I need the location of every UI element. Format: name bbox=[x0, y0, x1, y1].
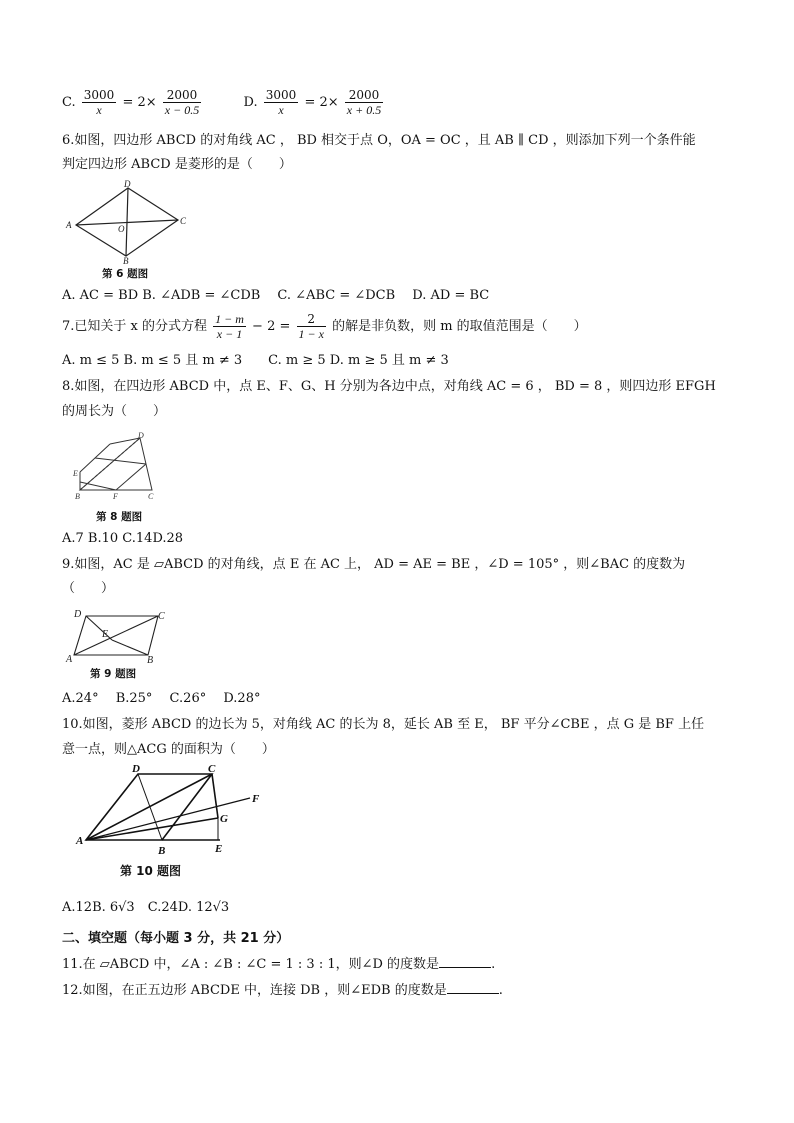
q11-stem-pre: 11.在 ▱ABCD 中，∠A : ∠B : ∠C = 1 : 3 : 1，则∠D 的度数是 bbox=[62, 957, 440, 972]
q10-stem-line2: 意一点，则△ACG 的面积为（ ） bbox=[62, 742, 275, 757]
q6-label-c: C bbox=[180, 216, 187, 226]
q11-answer-blank[interactable] bbox=[439, 955, 491, 968]
q9-label-e: E bbox=[102, 629, 109, 640]
q10-label-d: D bbox=[132, 763, 140, 775]
q8-label-c: C bbox=[148, 492, 154, 501]
q5-c-eq: = 2× bbox=[122, 95, 157, 110]
q10-label-b: B bbox=[158, 845, 166, 856]
q5-option-c-label: C. bbox=[62, 95, 76, 110]
q9-stem-line1: 9.如图，AC 是 ▱ABCD 的对角线，点 E 在 AC 上， AD = AE = BE ，∠D = 105° ，则∠BAC 的度数为 bbox=[62, 557, 686, 572]
q10-label-c: C bbox=[208, 763, 216, 775]
q8-efgh-1 bbox=[80, 482, 116, 490]
q9-figure bbox=[64, 607, 168, 663]
q6-label-a: A bbox=[66, 220, 72, 230]
q8-efgh-3 bbox=[116, 464, 146, 490]
q12-answer-blank[interactable] bbox=[447, 981, 499, 994]
q12-stem-pre: 12.如图，在正五边形 ABCDE 中，连接 DB ，则∠EDB 的度数是 bbox=[62, 983, 447, 998]
q6-label-b: B bbox=[123, 256, 129, 264]
q6-stem-line2: 判定四边形 ABCD 是菱形的是（ ） bbox=[62, 157, 292, 172]
q5-c-frac1: $\frac{3000}{x}$ bbox=[83, 88, 115, 117]
q9-segment-eb bbox=[112, 640, 148, 655]
q9-label-c: C bbox=[158, 611, 165, 622]
q8-label-b: B bbox=[75, 492, 80, 501]
q8-efgh-2 bbox=[95, 458, 146, 464]
q6-stem-line1: 6.如图，四边形 ABCD 的对角线 AC ， BD 相交于点 O，OA = OC ，且 AB ∥ CD ，则添加下列一个条件能 bbox=[62, 133, 696, 148]
q6-label-o: O bbox=[118, 224, 125, 234]
q8-stem-line1: 8.如图，在四边形 ABCD 中，点 E、F、G、H 分别为各边中点，对角线 AC = 6 ， BD = 8 ，则四边形 EFGH bbox=[62, 379, 716, 394]
q7-stem bbox=[62, 312, 587, 341]
q8-options: A.7 B.10 C.14D.28 bbox=[62, 531, 184, 546]
q7-stem-pre: 7.已知关于 x 的分式方程 bbox=[62, 319, 207, 334]
q9-options: A.24° B.25° C.26° D.28° bbox=[62, 691, 261, 706]
q12-stem-post: . bbox=[498, 983, 503, 998]
q5-c-frac2: $\frac{2000}{x - 0.5}$ bbox=[164, 88, 200, 117]
q9-diagonal-ac bbox=[74, 616, 158, 655]
q10-label-f: F bbox=[252, 793, 260, 805]
q8-quadrilateral bbox=[80, 438, 152, 490]
q10-stem-line1: 10.如图，菱形 ABCD 的边长为 5，对角线 AC 的长为 8，延长 AB 至 E， BF 平分∠CBE ，点 G 是 BF 上任 bbox=[62, 717, 705, 732]
q9-label-b: B bbox=[147, 655, 154, 663]
q5-d-frac1: $\frac{3000}{x}$ bbox=[265, 88, 297, 117]
q8-side-d bbox=[110, 438, 140, 444]
q5-options bbox=[62, 88, 385, 117]
q8-label-e: E bbox=[73, 469, 78, 478]
q12-stem bbox=[62, 981, 503, 1000]
q8-label-f: F bbox=[113, 492, 118, 501]
q8-label-d: D bbox=[138, 432, 144, 440]
q6-options: A. AC = BD B. ∠ADB = ∠CDB C. ∠ABC = ∠DCB D. AD = BC bbox=[62, 288, 490, 303]
q10-options: A.12B. 6√3 C.24D. 12√3 bbox=[62, 900, 230, 915]
q11-stem bbox=[62, 955, 495, 974]
q9-stem-line2: （ ） bbox=[62, 581, 115, 596]
q10-side-bc bbox=[162, 774, 212, 840]
q7-frac2: $\frac{2}{1 - x}$ bbox=[298, 312, 324, 341]
q10-segment-cg bbox=[212, 774, 218, 818]
q10-figure-caption: 第 10 题图 bbox=[120, 864, 182, 878]
q9-figure-caption: 第 9 题图 bbox=[90, 668, 137, 680]
q7-stem-post: 的解是非负数，则 m 的取值范围是（ ） bbox=[332, 319, 587, 334]
q7-mid: − 2 = bbox=[252, 319, 291, 334]
q9-label-a: A bbox=[66, 654, 73, 663]
q5-d-frac2: $\frac{2000}{x + 0.5}$ bbox=[346, 88, 382, 117]
q10-figure bbox=[72, 762, 272, 856]
q6-figure-caption: 第 6 题图 bbox=[102, 268, 149, 280]
q6-label-d: D bbox=[124, 180, 131, 189]
q6-figure bbox=[64, 180, 194, 264]
q5-d-eq: = 2× bbox=[304, 95, 339, 110]
q7-options: A. m ≤ 5 B. m ≤ 5 且 m ≠ 3 C. m ≥ 5 D. m ≥ 5 且 m ≠ 3 bbox=[62, 353, 449, 368]
q9-label-d: D bbox=[74, 609, 82, 620]
q7-frac1: $\frac{1 - m}{x - 1}$ bbox=[215, 312, 244, 341]
q10-label-g: G bbox=[220, 813, 228, 825]
q8-figure bbox=[72, 432, 164, 502]
q10-label-e: E bbox=[215, 843, 223, 855]
section-title: 二、填空题（每小题 3 分，共 21 分） bbox=[62, 931, 290, 946]
q11-stem-post: . bbox=[491, 957, 496, 972]
q8-figure-caption: 第 8 题图 bbox=[96, 511, 143, 523]
q8-stem-line2: 的周长为（ ） bbox=[62, 404, 167, 419]
q5-option-d-label: D. bbox=[243, 95, 258, 110]
q10-label-a: A bbox=[76, 835, 84, 847]
